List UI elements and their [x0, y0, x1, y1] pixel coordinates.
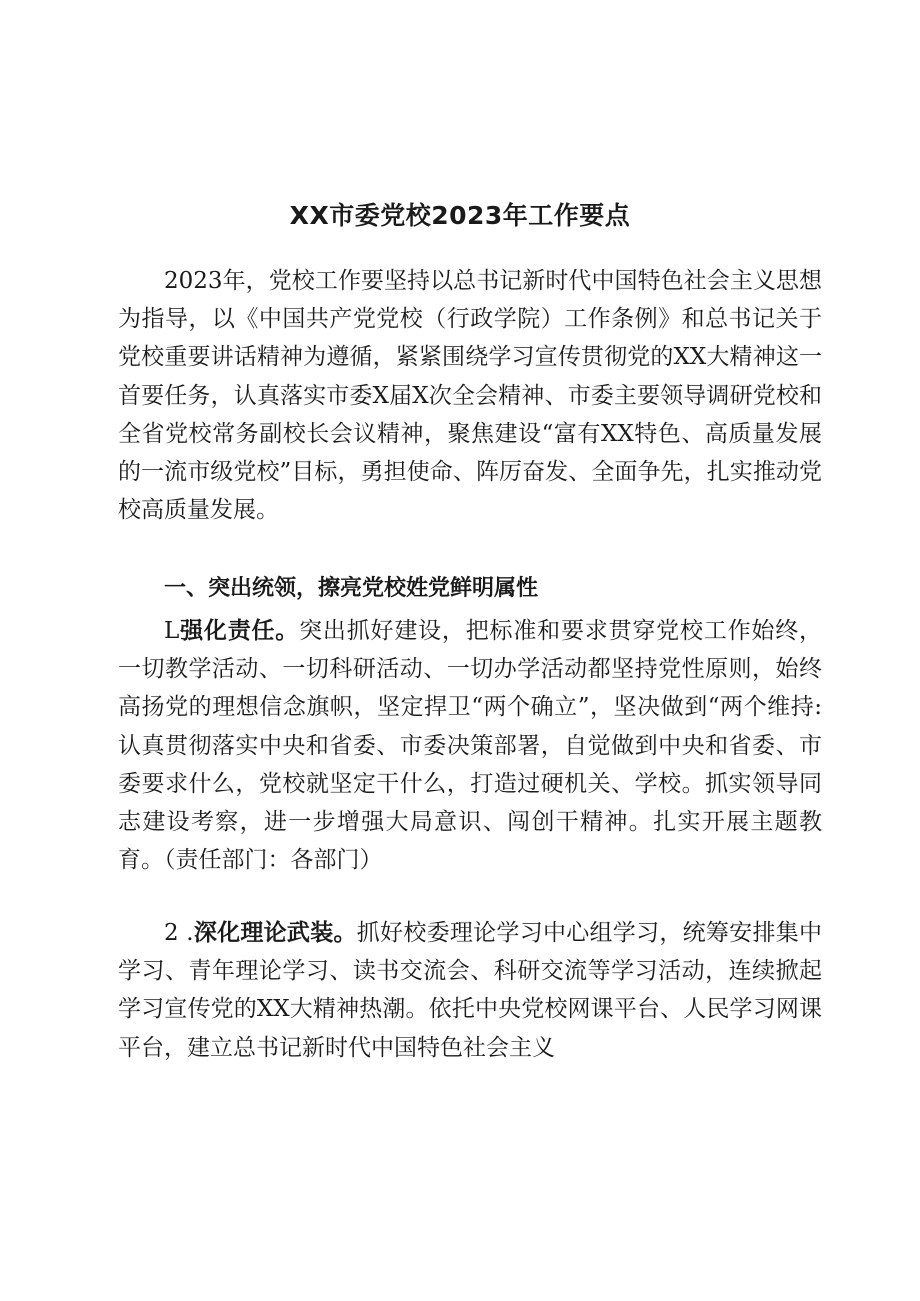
item-2-text: 抓好校委理论学习中心组学习，统筹安排集中学习、青年理论学习、读书交流会、科研交流等学习活动，连续掀起学习宣传党的XX大精神热潮。依托中央党校网课平台、人民学习网课平台，建立总书记新时代中国特色社会主义	[118, 920, 823, 1061]
section-item-2	[118, 914, 822, 1067]
item-1-lead: 强化责任。	[179, 618, 300, 644]
section-heading-1: 一、突出统领，擦亮党校姓党鲜明属性	[164, 576, 539, 601]
item-1-text: 突出抓好建设，把标准和要求贯穿党校工作始终，一切教学活动、一切科研活动、一切办学活动都坚持党性原则，始终高扬党的理想信念旗帜，坚定捍卫“两个确立”，坚决做到“两个维持:认真贯彻落实中央和省委、市委决策部署，自觉做到中央和省委、市委要求什么，党校就坚定干什么，打造过硬机关、学校。抓实领导同志建设考察，进一步增强大局意识、闯创干精神。扎实开展主题教育。（责任部门：各部门）	[118, 618, 823, 874]
document-title: XX市委党校2023年工作要点	[289, 201, 631, 230]
intro-paragraph: 2023年，党校工作要坚持以总书记新时代中国特色社会主义思想为指导，以《中国共产党党校（行政学院）工作条例》和总书记关于党校重要讲话精神为遵循，紧紧围绕学习宣传贯彻党的XX大精神这一首要任务，认真落实市委X届X次全会精神、市委主要领导调研党校和全省党校常务副校长会议精神，聚焦建设“富有XX特色、高质量发展的一流市级党校”目标，勇担使命、阵厉奋发、全面争先，扎实推动党校高质量发展。	[118, 268, 822, 524]
item-2-number: 2 .	[164, 920, 194, 946]
section-item-1	[118, 612, 822, 879]
item-1-number: L	[164, 618, 180, 644]
item-2-lead: 深化理论武装。	[193, 920, 357, 946]
